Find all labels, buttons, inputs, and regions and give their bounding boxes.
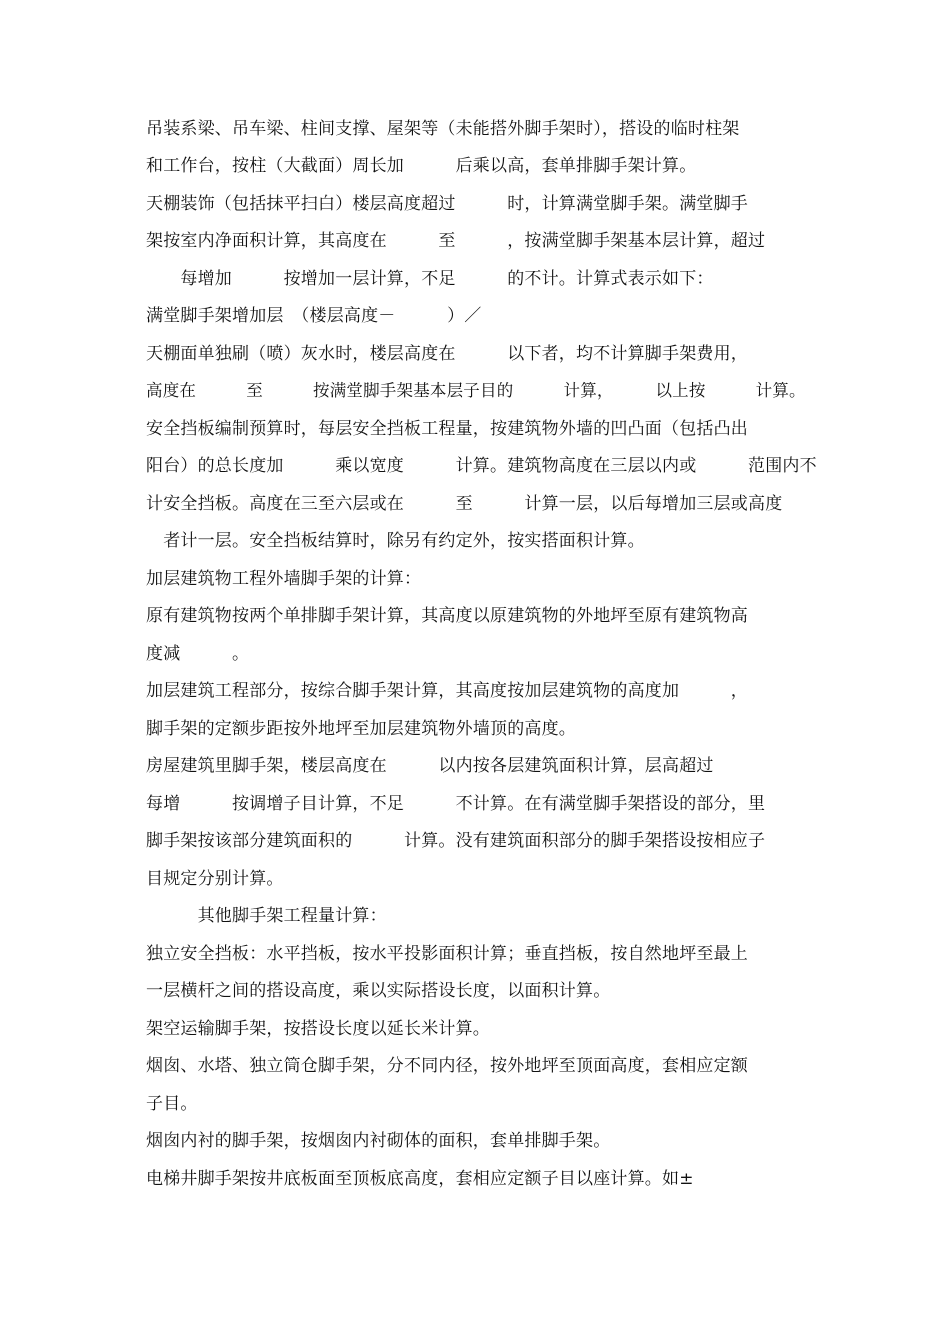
text-line: 加层建筑工程部分，按综合脚手架计算，其高度按加层建筑物的高度加 ， xyxy=(146,681,748,701)
text-line: 和工作台，按柱（大截面）周长加 后乘以高，套单排脚手架计算。 xyxy=(146,156,697,176)
text-line: 计安全挡板。高度在三至六层或在 至 计算一层，以后每增加三层或高度 xyxy=(146,494,783,514)
text-line: 度减 。 xyxy=(146,644,250,664)
text-line: 电梯井脚手架按井底板面至顶板底高度，套相应定额子目以座计算。如± xyxy=(146,1169,694,1189)
section-heading: 加层建筑物工程外墙脚手架的计算： xyxy=(146,569,422,589)
text-line: 一层横杆之间的搭设高度，乘以实际搭设长度，以面积计算。 xyxy=(146,981,611,1001)
text-line: 满堂脚手架增加层 （楼层高度－ ）／ xyxy=(146,306,482,326)
text-line: 高度在 至 按满堂脚手架基本层子目的 计算， 以上按 计算。 xyxy=(146,381,806,400)
text-line: 阳台）的总长度加 乘以宽度 计算。建筑物高度在三层以内或 范围内不 xyxy=(146,456,817,476)
text-line: 脚手架的定额步距按外地坪至加层建筑物外墙顶的高度。 xyxy=(146,719,576,739)
text-line: 原有建筑物按两个单排脚手架计算，其高度以原建筑物的外地坪至原有建筑物高 xyxy=(146,606,748,626)
text-line: 架空运输脚手架，按搭设长度以延长米计算。 xyxy=(146,1019,490,1039)
text-line: 房屋建筑里脚手架，楼层高度在 以内按各层建筑面积计算，层高超过 xyxy=(146,756,714,776)
text-line: 每增加 按增加一层计算，不足 的不计。计算式表示如下： xyxy=(146,269,714,289)
text-line: 每增 按调增子目计算，不足 不计算。在有满堂脚手架搭设的部分，里 xyxy=(146,794,766,814)
text-line: 吊装系梁、吊车梁、柱间支撑、屋架等（未能搭外脚手架时），搭设的临时柱架 xyxy=(146,119,740,139)
text-line: 天棚装饰（包括抹平扫白）楼层高度超过 时，计算满堂脚手架。满堂脚手 xyxy=(146,194,748,214)
text-line: 天棚面单独刷（喷）灰水时，楼层高度在 以下者，均不计算脚手架费用， xyxy=(146,344,748,364)
text-line: 烟囱、水塔、独立筒仓脚手架，分不同内径，按外地坪至顶面高度，套相应定额 xyxy=(146,1056,748,1076)
text-line: 者计一层。安全挡板结算时，除另有约定外，按实搭面积计算。 xyxy=(146,531,645,551)
text-line: 安全挡板编制预算时，每层安全挡板工程量，按建筑物外墙的凹凸面（包括凸出 xyxy=(146,419,748,439)
text-line: 独立安全挡板：水平挡板，按水平投影面积计算；垂直挡板，按自然地坪至最上 xyxy=(146,944,748,964)
text-line: 架按室内净面积计算，其高度在 至 ，按满堂脚手架基本层计算，超过 xyxy=(146,231,766,251)
text-line: 脚手架按该部分建筑面积的 计算。没有建筑面积部分的脚手架搭设按相应子 xyxy=(146,831,766,851)
section-heading: 其他脚手架工程量计算： xyxy=(146,906,387,926)
text-line: 子目。 xyxy=(146,1094,198,1114)
text-line: 烟囱内衬的脚手架，按烟囱内衬砌体的面积，套单排脚手架。 xyxy=(146,1131,611,1151)
text-line: 目规定分别计算。 xyxy=(146,869,284,889)
